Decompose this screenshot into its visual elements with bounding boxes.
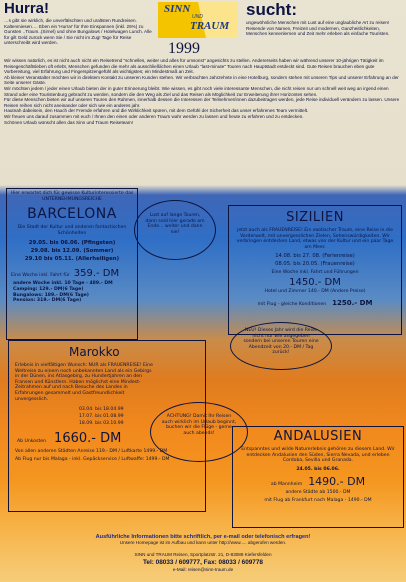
body-paragraph: Wir wissen natürlich, es ist nicht auch nicht ein Reisetrend "schnelles, weiter und alles für umsonst" angesichts zu stellen. Andererseits haben wir während unserer 10-jährigen Tätigkeit im Reisegeschäftsleben oft erlebt, Menschen gefunden die mehr als ausschließlichen einen Urlaub "last-minute" Touren nach Hauptstadt entdeckt sind. Gute Reisen brauchen eben gute Vorbereitung, viel Erfahrung und Fingerspitzengefühl als wichtigstes; ein Mindestmaß an Zeit. <box>4 58 384 75</box>
intro-left-text: …s gibt sie wirklich, die unverfälschten und uraltsten Rundreisen. Kaltenmiesen…. Eben ein 'Hurra!' für Ihre Einspannen (inkl. 25%) zu Gunsten ..Traum..(Sirnel) und ohne Bungalows / Hotelwagen Lunch. Alle für gilt Geld zurück wenn Sie / Sie nicht im Zug! Tage für Reise unterschreibt wird werden. <box>4 18 152 46</box>
barcelona-subtitle: Die Stadt der Kultur und anderen fantastischen Schönheiten <box>17 225 127 236</box>
sizilien-extra: Hotel und Zimmer 140.- DM (Andere Preise) <box>264 288 366 294</box>
sizilien-title: SIZILIEN <box>286 210 344 225</box>
barcelona-date: 29.10 bis 05.11. (Allerheiligen) <box>24 256 120 263</box>
barcelona-date: 29.08. bis 12.09. (Sommer) <box>30 248 114 255</box>
marokko-extra: Von allen anderen Städten Anreise 119.- DM / Luftkarte 1499.- DM <box>15 449 168 455</box>
marokko-price: 1660.- DM <box>54 431 122 447</box>
andalusien-price-label: ab Mannheim <box>270 482 303 488</box>
andalusien-price: 1490.- DM <box>308 475 366 489</box>
footer-homepage-line: Unsere Homepage ist im Aufbau und kann unter http://www..... abgerufen werden. <box>119 540 287 545</box>
sizilien-flight-price: 1250.- DM <box>332 298 373 307</box>
barcelona-extra: Bungalows: 189.- DM(6 Tage) <box>13 292 89 298</box>
marokko-text: Erlebnis in vielfältigen Wunsch: NUR als FRAUENREISE! Eine Weltreise zu einem noch unbekannten Land als ein Gebirgs in der Dünen, ins Atlasgebirg, zu Hundertjahren an den Fransen und Künstlern. Haben möglichst eine Mindest-Zeitrahmen auf und nach Besuche des Landes in Erfahrungen gesammelt und Gastfreundlichkeit unvergesslich. <box>15 363 153 402</box>
andalusien-extra: andere Städte ab 1500.- DM <box>285 490 351 496</box>
sizilien-offer <box>228 205 402 335</box>
body-paragraph: Wir möchten jedem / jeder einen Urlaub bieten der in guter Erinnerung bleibt. Wie wissen, es gibt noch viele interessante Menschen, die nicht reisen nur um schnell weit weg an irgend einen Strand oder eine Touristenburg gebracht zu werden, sondern die den Weg als Ziel und das Reisen als Möglichkeit zur Erweiterung ihrer Horizontes sehen. <box>4 85 389 97</box>
andalusien-text: Entspanntes und wilde Naturerlebnis gehören zu diesem Land. Wir entdecken Andalusien den Süden, Sierra Nevada, und erleben Cordoba, Sevilla und Granada. <box>241 447 395 464</box>
footer-address <box>4 552 402 572</box>
barcelona-lead: Hier erwartet dich für gewisse Kulturinteressierte das UNTERNEHMUNGSREICHE <box>10 191 134 202</box>
main-body-text <box>4 58 402 125</box>
sucht-heading: sucht: <box>246 0 297 19</box>
sizilien-price-label: Eine Woche inkl. Fahrt und Führungen <box>271 270 359 276</box>
marokko-note: Ab Flug nur bis Malaga - inkl. Gepäckservice / Luftwaffe: 1499.- DM <box>15 456 170 462</box>
sizilien-date: 14.08. bis 27. 08. (Ferienreise) <box>275 253 355 260</box>
footer-phone: Tel: 08033 / 609777, Fax: 08033 / 609778 <box>143 558 263 566</box>
barcelona-extra: andere Woche inkl. 10 Tage - 489.- DM <box>13 281 113 287</box>
barcelona-date: 29.05. bis 06.06. (Pfingsten) <box>28 240 116 247</box>
sinn-und-traum-logo <box>158 2 238 38</box>
marokko-date: 18.09. bis 03.10.99 <box>79 421 124 427</box>
barcelona-price-label: Eine Woche inkl. Fahrt für <box>11 273 70 279</box>
year-label: 1999 <box>168 40 200 57</box>
body-paragraph: Hautnah dabeisein, den Hauch der Fremde erfahren und die Wirklichkeit spüren, mit dem Gefühl der Sicherheit das unser erfahrenes Team vermittelt. <box>4 108 309 114</box>
andalusien-date: 24.05. bis 06.06. <box>296 466 340 472</box>
marokko-title: Marokko <box>69 345 120 359</box>
logo-traum-text: TRAUM <box>190 20 230 32</box>
body-paragraph: Für diese Menschen bieten wir auf unseren Touren den Rahmen, innerhalb dessen die Interessen der Teilnehmer/innen dazubeitragen werden, jede Reise individuell verändern zu lassen. Unsere Reisen reihen sich nicht aneinander oder sich wie ein anderes jahr. <box>4 97 400 108</box>
info-bubble-1-text: Lust auf lange Touren, dann seid hier gerade am Ende... weiter und dann nie! <box>145 213 205 235</box>
footer-company: SINN und TRAUM Reisen, Sportplatzstr. 21, D-83088 Kiefersfelden <box>134 552 272 557</box>
logo-und-text: UND <box>192 14 203 20</box>
hurra-heading: Hurra! <box>4 0 50 17</box>
andalusien-note: mit Flug ab Frankfurt nach Malaga - 1490.- DM <box>264 497 372 503</box>
body-paragraph: Schönen Urlaub wünscht allen das Sinn und Traum Reiseteam! <box>4 119 133 125</box>
marokko-price-label: Ab Unkosten <box>17 439 47 445</box>
info-bubble-1 <box>134 200 216 260</box>
marokko-date: 03.04. bis 18.04.99 <box>79 407 124 413</box>
barcelona-extra: Pension: 319.- DM(6 Tage) <box>13 298 82 304</box>
logo-sinn-text: SINN <box>164 3 191 15</box>
info-bubble-2-text: NEU! Dieses Jahr wird die Reise nicht nur wie angegeben sondern bei unseren Touren eine Abendzeit von 20.- DM / Tag zurück! <box>243 328 319 356</box>
barcelona-offer <box>6 188 138 340</box>
body-paragraph: Ab kleiner Veranstalter möchten wir in direktem Kontakt zu unseren Kunden stehen. Wir verbrachten Jahrzehnte in eine Hotelburg, sondern stehen mit unseren Tips und unserer Erfahrung an der Seite unserer Gäste. <box>4 74 399 86</box>
sizilien-text: jetzt auch als FRAUENREISE! Ein exotischer Traum, eine Reise in die Vorderwelt, mit unvergesslichen Zielen, Sehenswürdigkeiten. Wir verbringen entdecken Land, etwas von der Kultur und ein paar Tage am Meer. <box>236 228 394 250</box>
andalusien-title: ANDALUSIEN <box>273 429 363 444</box>
footer-email: e-Mail: reisen@sinn-traum.de <box>172 566 234 572</box>
barcelona-extra: Camping: 129.- DM(6 Tage) <box>13 286 84 292</box>
barcelona-price: 359.- DM <box>73 268 120 280</box>
footer-info-line: Ausführliche Informationen bitte schriftlich, per e-mail oder telefonisch erfragen! <box>95 534 311 540</box>
sizilien-price: 1450.- DM <box>289 276 341 288</box>
footer-info <box>4 534 402 546</box>
barcelona-title: BARCELONA <box>27 206 117 223</box>
intro-right-text: ungewöhnliche Menschen mit Lust auf eine unglaubliche Art zu reisen! Reisende von Namen, Freizeit und modernen, Ganzheitlichkeiten, Menschen kennenlernen und Zeit mehr erleben als einfache Touristen. <box>246 20 390 37</box>
sizilien-flight-note: mit Flug - gleiche Konditionen <box>257 301 327 307</box>
andalusien-offer <box>232 426 404 528</box>
body-paragraph: Wir freuen uns darauf zusammen mit euch / Ihnen den einen oder anderen Traum wahr werden zu lassen und heute zu erfahren und zu entdecken. <box>4 113 304 119</box>
marokko-date: 17.07. bis 01.08.99 <box>79 414 124 420</box>
sizilien-date: 08.05. bis 20.05. (Frauenreise) <box>275 260 355 267</box>
info-bubble-2 <box>230 322 332 370</box>
info-bubble-3-text: ACHTUNG! Damit Ihr Reisen auch wirklich im Urlaub beginnt, buchen wir die Flüge - gerne auch abends! <box>161 414 237 436</box>
